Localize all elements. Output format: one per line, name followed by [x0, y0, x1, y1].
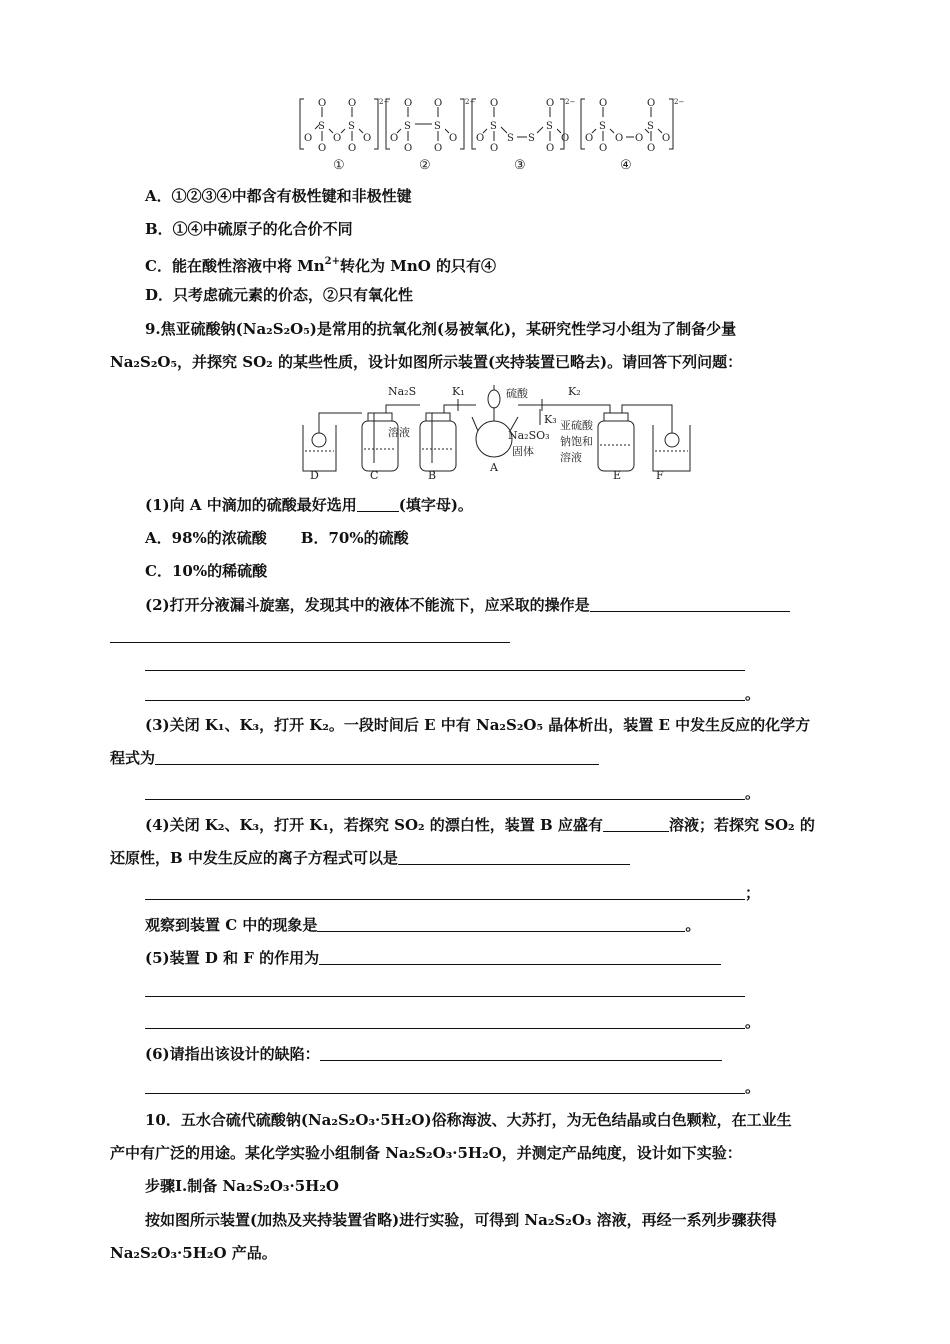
answer-blank[interactable]	[317, 917, 685, 932]
svg-text:亚硫酸: 亚硫酸	[560, 419, 593, 432]
q10-intro-line2: 产中有广泛的用途。某化学实验小组制备 Na₂S₂O₃·5H₂O，并测定产品纯度，设计如下实验：	[110, 1144, 742, 1162]
svg-text:S: S	[599, 121, 606, 132]
svg-text:②: ②	[419, 158, 431, 173]
svg-text:硫酸: 硫酸	[506, 387, 528, 400]
answer-blank[interactable]	[603, 817, 669, 832]
option-c: C．能在酸性溶液中将 $Mn^{2+}$转化为 MnO 的只有④	[145, 256, 497, 275]
q10-text-line1: 按如图所示装置(加热及夹持装置省略)进行实验，可得到 Na₂S₂O₃ 溶液，再经一系列步骤获得	[145, 1211, 777, 1229]
svg-text:O: O	[404, 143, 413, 154]
bottle-b	[420, 421, 456, 471]
svg-text:溶液: 溶液	[388, 426, 410, 439]
svg-text:2−: 2−	[465, 98, 476, 106]
svg-text:O: O	[490, 98, 499, 109]
svg-text:K₁: K₁	[452, 385, 465, 398]
svg-text:F: F	[656, 469, 664, 482]
svg-text:O: O	[647, 143, 656, 154]
svg-text:S: S	[528, 133, 535, 144]
answer-blank[interactable]	[590, 597, 790, 612]
q10-step-title: 步骤Ⅰ.制备 Na₂S₂O₃·5H₂O	[145, 1177, 339, 1195]
svg-text:K₃: K₃	[544, 413, 557, 426]
svg-text:O: O	[615, 133, 624, 144]
option-b: B．①④中硫原子的化合价不同	[145, 220, 353, 238]
answer-line[interactable]: 。	[145, 1077, 760, 1097]
q9-part5: (5)装置 D 和 F 的作用为	[145, 948, 721, 968]
svg-text:溶液: 溶液	[560, 451, 582, 464]
option-d: D．只考虑硫元素的价态，②只有氧化性	[145, 286, 414, 304]
svg-text:O: O	[304, 133, 313, 144]
svg-text:O: O	[390, 133, 399, 144]
answer-line[interactable]	[145, 980, 745, 1000]
answer-blank[interactable]	[357, 497, 399, 512]
svg-text:O: O	[348, 98, 357, 109]
svg-text:④: ④	[620, 158, 632, 173]
svg-text:O: O	[449, 133, 458, 144]
svg-text:O: O	[561, 133, 570, 144]
answer-line[interactable]	[145, 654, 745, 674]
bottle-e	[598, 421, 634, 471]
structure-charges	[379, 98, 684, 106]
structure-labels	[333, 158, 632, 173]
q9-part1: (1)向 A 中滴加的硫酸最好选用 (填字母)。	[145, 496, 473, 514]
q9-part4-line2: 还原性，B 中发生反应的离子方程式可以是	[110, 848, 630, 868]
q10-text-line2: Na₂S₂O₃·5H₂O 产品。	[110, 1244, 277, 1262]
svg-text:S: S	[546, 121, 553, 132]
svg-text:O: O	[490, 143, 499, 154]
svg-text:S: S	[348, 121, 355, 132]
svg-text:S: S	[507, 133, 514, 144]
svg-text:D: D	[310, 469, 319, 482]
svg-text:O: O	[318, 143, 327, 154]
svg-text:B: B	[428, 469, 437, 482]
answer-blank[interactable]	[320, 1046, 722, 1061]
answer-blank[interactable]	[155, 750, 599, 765]
svg-text:O: O	[348, 143, 357, 154]
answer-blank[interactable]	[319, 950, 721, 965]
answer-line[interactable]: 。	[145, 684, 760, 704]
valves	[458, 399, 542, 425]
flask-a	[476, 421, 512, 457]
answer-line[interactable]: 。	[145, 783, 760, 803]
svg-text:O: O	[333, 133, 342, 144]
answer-blank[interactable]	[398, 850, 630, 865]
svg-text:K₂: K₂	[568, 385, 581, 398]
svg-text:O: O	[476, 133, 485, 144]
svg-text:S: S	[404, 121, 411, 132]
svg-text:E: E	[613, 469, 622, 482]
svg-text:S: S	[318, 121, 325, 132]
svg-text:O: O	[599, 98, 608, 109]
q9-intro-line2: Na₂S₂O₅，并探究 SO₂ 的某些性质，设计如图所示装置(夹持装置已略去)。请回答下列问题：	[110, 353, 743, 371]
svg-text:O: O	[434, 143, 443, 154]
svg-text:O: O	[404, 98, 413, 109]
svg-text:O: O	[599, 143, 608, 154]
svg-text:钠饱和: 钠饱和	[560, 435, 593, 448]
svg-text:Na₂SO₃: Na₂SO₃	[508, 429, 550, 442]
svg-text:S: S	[490, 121, 497, 132]
svg-text:Na₂S: Na₂S	[388, 385, 417, 398]
svg-text:O: O	[363, 133, 372, 144]
svg-text:O: O	[546, 143, 555, 154]
svg-text:O: O	[318, 98, 327, 109]
svg-text:O: O	[647, 98, 656, 109]
q9-part4-line3: 观察到装置 C 中的现象是 。	[145, 916, 701, 934]
answer-line[interactable]: 。	[145, 1012, 760, 1032]
svg-text:2−: 2−	[674, 98, 685, 106]
answer-line[interactable]: ；	[145, 883, 760, 903]
q9-part3-line1: (3)关闭 K₁、K₃，打开 K₂。一段时间后 E 中有 Na₂S₂O₅ 晶体析出，装置 E 中发生反应的化学方	[145, 716, 811, 734]
structure-figure	[295, 95, 695, 175]
q9-part1-option-c: C．10%的稀硫酸	[145, 562, 268, 580]
q9-part3-line2: 程式为	[110, 748, 599, 768]
q9-part6: (6)请指出该设计的缺陷：	[145, 1044, 722, 1064]
q9-intro-line1: 9.焦亚硫酸钠(Na₂S₂O₅)是常用的抗氧化剂(易被氧化)，某研究性学习小组为了制备少量	[145, 320, 737, 338]
svg-text:2−: 2−	[565, 98, 576, 106]
svg-text:S: S	[434, 121, 441, 132]
q9-part1-options-ab: A．98%的浓硫酸 B．70%的硫酸	[145, 529, 409, 547]
svg-text:O: O	[434, 98, 443, 109]
option-a: A．①②③④中都含有极性键和非极性键	[145, 187, 412, 205]
svg-text:O: O	[546, 98, 555, 109]
svg-text:A: A	[490, 461, 498, 474]
svg-text:O: O	[585, 133, 594, 144]
svg-text:O: O	[662, 133, 671, 144]
q9-part4-line1: (4)关闭 K₂、K₃，打开 K₁，若探究 SO₂ 的漂白性，装置 B 应盛有 溶液；若探究 SO₂ 的	[145, 816, 815, 834]
q9-part2: (2)打开分液漏斗旋塞，发现其中的液体不能流下，应采取的操作是	[145, 595, 790, 615]
svg-text:2−: 2−	[379, 98, 390, 106]
svg-text:S: S	[647, 121, 654, 132]
svg-text:C: C	[370, 469, 379, 482]
answer-line[interactable]	[110, 626, 510, 646]
svg-text:①: ①	[333, 158, 345, 173]
svg-text:固体: 固体	[512, 445, 534, 458]
funnel	[488, 390, 500, 408]
q10-intro-line1: 10．五水合硫代硫酸钠(Na₂S₂O₃·5H₂O)俗称海波、大苏打，为无色结晶或白色颗粒，在工业生	[145, 1111, 792, 1129]
apparatus-figure	[298, 383, 693, 483]
svg-text:③: ③	[514, 158, 526, 173]
svg-text:O: O	[635, 133, 644, 144]
structure-atoms	[304, 98, 670, 154]
